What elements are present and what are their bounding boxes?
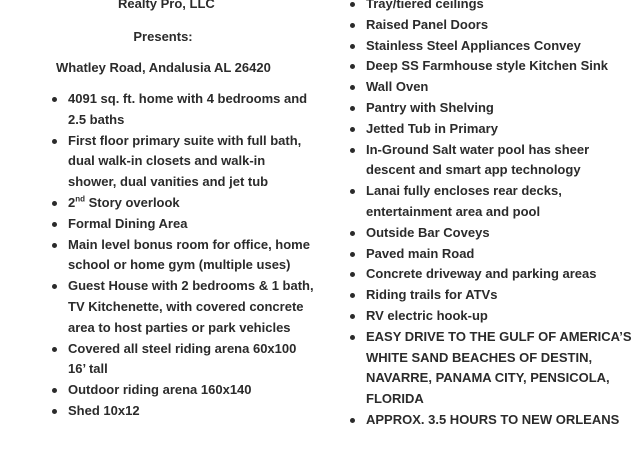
list-item: EASY DRIVE TO THE GULF OF AMERICA’S WHITE SAND BEACHES OF DESTIN, NAVARRE, PANAMA CITY, PENSICOLA, FLORIDA xyxy=(346,327,636,410)
story-text: Story overlook xyxy=(88,194,180,210)
features-list-right xyxy=(346,0,636,431)
story-ordinal: nd xyxy=(75,194,86,204)
company-name: Realty Pro, LLC xyxy=(118,0,215,11)
list-item: Riding trails for ATVs xyxy=(346,285,636,306)
list-item: 4091 sq. ft. home with 4 bedrooms and 2.5 baths xyxy=(48,89,316,131)
list-item: In-Ground Salt water pool has sheer descent and smart app technology xyxy=(346,140,636,182)
features-list-left xyxy=(48,89,316,422)
list-item: Lanai fully encloses rear decks, entertainment area and pool xyxy=(346,181,636,223)
list-item: First floor primary suite with full bath, dual walk-in closets and walk-in shower, dual vanities and jet tub xyxy=(48,131,316,193)
property-address: Whatley Road, Andalusia AL 26420 xyxy=(56,60,271,75)
list-item xyxy=(48,193,316,214)
list-item: Pantry with Shelving xyxy=(346,98,636,119)
presents-label: Presents: xyxy=(133,29,193,44)
list-item: Shed 10x12 xyxy=(48,401,316,422)
list-item: Covered all steel riding arena 60x100 16’ tall xyxy=(48,339,316,381)
list-item: RV electric hook-up xyxy=(346,306,636,327)
list-item: APPROX. 3.5 HOURS TO NEW ORLEANS xyxy=(346,410,636,431)
list-item: Deep SS Farmhouse style Kitchen Sink xyxy=(346,56,636,77)
list-item: Paved main Road xyxy=(346,244,636,265)
list-item: Stainless Steel Appliances Convey xyxy=(346,36,636,57)
list-item: Outside Bar Coveys xyxy=(346,223,636,244)
list-item: Raised Panel Doors xyxy=(346,15,636,36)
list-item: Tray/tiered ceilings xyxy=(346,0,636,15)
list-item: Concrete driveway and parking areas xyxy=(346,264,636,285)
list-item: Main level bonus room for office, home school or home gym (multiple uses) xyxy=(48,235,316,277)
list-item: Guest House with 2 bedrooms & 1 bath, TV Kitchenette, with covered concrete area to host parties or park vehicles xyxy=(48,276,316,338)
list-item: Wall Oven xyxy=(346,77,636,98)
list-item: Jetted Tub in Primary xyxy=(346,119,636,140)
list-item: Outdoor riding arena 160x140 xyxy=(48,380,316,401)
list-item: Formal Dining Area xyxy=(48,214,316,235)
story-number: 2 xyxy=(68,194,76,210)
